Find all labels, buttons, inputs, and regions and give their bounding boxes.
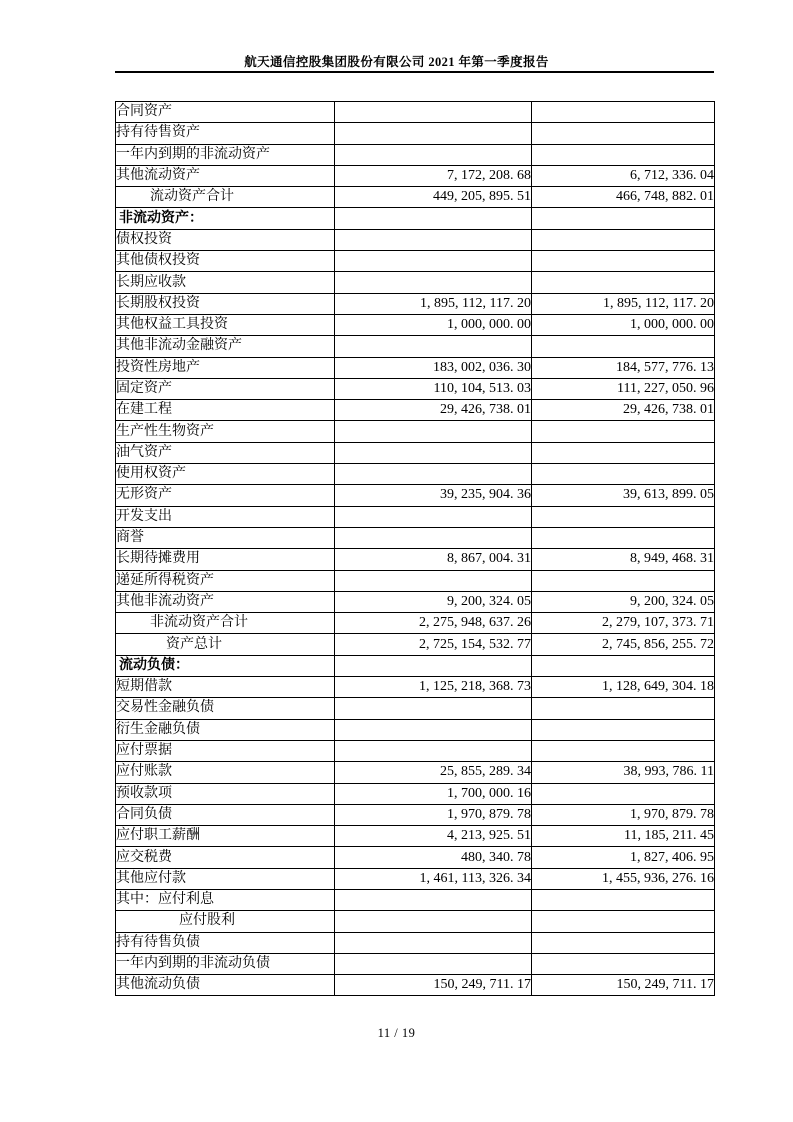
value-column-2: 1, 128, 649, 304. 18 [532, 677, 715, 698]
item-label: 持有待售资产 [116, 123, 335, 144]
value-column-2: 1, 970, 879. 78 [532, 804, 715, 825]
table-row [116, 549, 715, 570]
item-label: 递延所得税资产 [116, 570, 335, 591]
balance-sheet-body [116, 102, 715, 996]
value-column-1: 1, 970, 879. 78 [335, 804, 532, 825]
value-column-1 [335, 570, 532, 591]
table-row [116, 762, 715, 783]
table-row [116, 123, 715, 144]
item-label: 流动负债： [116, 655, 335, 676]
value-column-2 [532, 251, 715, 272]
table-row [116, 378, 715, 399]
value-column-1 [335, 229, 532, 250]
value-column-2: 1, 895, 112, 117. 20 [532, 293, 715, 314]
value-column-2: 38, 993, 786. 11 [532, 762, 715, 783]
item-label: 其他应付款 [116, 868, 335, 889]
value-column-1 [335, 527, 532, 548]
table-row [116, 421, 715, 442]
table-row [116, 187, 715, 208]
table-row [116, 591, 715, 612]
value-column-2 [532, 953, 715, 974]
value-column-2 [532, 506, 715, 527]
page-number: 11 / 19 [377, 1026, 416, 1040]
value-column-2: 2, 745, 856, 255. 72 [532, 634, 715, 655]
value-column-2: 9, 200, 324. 05 [532, 591, 715, 612]
value-column-1 [335, 911, 532, 932]
value-column-1: 183, 002, 036. 30 [335, 357, 532, 378]
value-column-1 [335, 464, 532, 485]
value-column-1: 39, 235, 904. 36 [335, 485, 532, 506]
item-label: 生产性生物资产 [116, 421, 335, 442]
item-label: 交易性金融负债 [116, 698, 335, 719]
table-row [116, 953, 715, 974]
value-column-2 [532, 464, 715, 485]
table-row [116, 293, 715, 314]
value-column-1: 1, 125, 218, 368. 73 [335, 677, 532, 698]
table-row [116, 613, 715, 634]
value-column-2 [532, 421, 715, 442]
page-title: 航天通信控股集团股份有限公司 2021 年第一季度报告 [244, 55, 549, 69]
value-column-1 [335, 442, 532, 463]
value-column-2: 466, 748, 882. 01 [532, 187, 715, 208]
value-column-1: 150, 249, 711. 17 [335, 975, 532, 996]
table-row [116, 889, 715, 910]
item-label: 持有待售负债 [116, 932, 335, 953]
value-column-2 [532, 911, 715, 932]
table-row [116, 251, 715, 272]
item-label: 非流动资产合计 [116, 613, 335, 634]
item-label: 非流动资产： [116, 208, 335, 229]
item-label: 其他非流动金融资产 [116, 336, 335, 357]
value-column-2: 150, 249, 711. 17 [532, 975, 715, 996]
value-column-1 [335, 144, 532, 165]
value-column-2 [532, 102, 715, 123]
value-column-2 [532, 783, 715, 804]
table-row [116, 911, 715, 932]
value-column-2: 29, 426, 738. 01 [532, 400, 715, 421]
value-column-1 [335, 102, 532, 123]
item-label: 固定资产 [116, 378, 335, 399]
table-row [116, 975, 715, 996]
item-label: 应付股利 [116, 911, 335, 932]
item-label: 一年内到期的非流动资产 [116, 144, 335, 165]
value-column-1 [335, 740, 532, 761]
value-column-1 [335, 336, 532, 357]
value-column-1: 1, 461, 113, 326. 34 [335, 868, 532, 889]
value-column-2 [532, 336, 715, 357]
item-label: 无形资产 [116, 485, 335, 506]
value-column-2 [532, 229, 715, 250]
table-row [116, 570, 715, 591]
table-row [116, 868, 715, 889]
item-label: 其他流动资产 [116, 165, 335, 186]
value-column-1: 1, 700, 000. 16 [335, 783, 532, 804]
value-column-2: 8, 949, 468. 31 [532, 549, 715, 570]
table-row [116, 847, 715, 868]
item-label: 油气资产 [116, 442, 335, 463]
balance-sheet-table [115, 101, 715, 996]
value-column-2: 1, 455, 936, 276. 16 [532, 868, 715, 889]
item-label: 衍生金融负债 [116, 719, 335, 740]
table-row [116, 719, 715, 740]
value-column-1 [335, 698, 532, 719]
value-column-2 [532, 932, 715, 953]
table-row [116, 208, 715, 229]
table-row [116, 698, 715, 719]
value-column-2: 111, 227, 050. 96 [532, 378, 715, 399]
item-label: 长期股权投资 [116, 293, 335, 314]
value-column-2 [532, 655, 715, 676]
value-column-1 [335, 251, 532, 272]
value-column-1: 110, 104, 513. 03 [335, 378, 532, 399]
item-label: 其中：应付利息 [116, 889, 335, 910]
value-column-1: 8, 867, 004. 31 [335, 549, 532, 570]
value-column-1 [335, 208, 532, 229]
item-label: 投资性房地产 [116, 357, 335, 378]
item-label: 其他权益工具投资 [116, 314, 335, 335]
item-label: 合同资产 [116, 102, 335, 123]
table-row [116, 102, 715, 123]
item-label: 使用权资产 [116, 464, 335, 485]
table-row [116, 932, 715, 953]
value-column-1 [335, 655, 532, 676]
value-column-2 [532, 442, 715, 463]
value-column-1 [335, 889, 532, 910]
table-row [116, 357, 715, 378]
value-column-1: 25, 855, 289. 34 [335, 762, 532, 783]
value-column-1: 7, 172, 208. 68 [335, 165, 532, 186]
value-column-2: 2, 279, 107, 373. 71 [532, 613, 715, 634]
value-column-1: 1, 895, 112, 117. 20 [335, 293, 532, 314]
table-row [116, 655, 715, 676]
value-column-2: 1, 827, 406. 95 [532, 847, 715, 868]
item-label: 应付账款 [116, 762, 335, 783]
value-column-2: 39, 613, 899. 05 [532, 485, 715, 506]
table-row [116, 634, 715, 655]
value-column-2 [532, 719, 715, 740]
value-column-1: 2, 725, 154, 532. 77 [335, 634, 532, 655]
item-label: 应交税费 [116, 847, 335, 868]
item-label: 预收款项 [116, 783, 335, 804]
item-label: 长期应收款 [116, 272, 335, 293]
item-label: 资产总计 [116, 634, 335, 655]
value-column-1 [335, 932, 532, 953]
table-row [116, 229, 715, 250]
table-row [116, 144, 715, 165]
value-column-1 [335, 421, 532, 442]
value-column-2 [532, 570, 715, 591]
value-column-2 [532, 272, 715, 293]
item-label: 其他债权投资 [116, 251, 335, 272]
item-label: 开发支出 [116, 506, 335, 527]
table-row [116, 804, 715, 825]
table-row [116, 506, 715, 527]
value-column-2 [532, 527, 715, 548]
value-column-2: 6, 712, 336. 04 [532, 165, 715, 186]
table-row [116, 165, 715, 186]
value-column-2: 1, 000, 000. 00 [532, 314, 715, 335]
value-column-2 [532, 144, 715, 165]
value-column-1: 4, 213, 925. 51 [335, 826, 532, 847]
page-footer [97, 1026, 696, 1041]
table-row [116, 464, 715, 485]
table-row [116, 740, 715, 761]
value-column-2 [532, 740, 715, 761]
value-column-2 [532, 698, 715, 719]
item-label: 在建工程 [116, 400, 335, 421]
table-row [116, 783, 715, 804]
item-label: 一年内到期的非流动负债 [116, 953, 335, 974]
value-column-2: 184, 577, 776. 13 [532, 357, 715, 378]
item-label: 应付票据 [116, 740, 335, 761]
item-label: 其他流动负债 [116, 975, 335, 996]
table-row [116, 314, 715, 335]
value-column-1 [335, 272, 532, 293]
item-label: 其他非流动资产 [116, 591, 335, 612]
value-column-1 [335, 123, 532, 144]
item-label: 长期待摊费用 [116, 549, 335, 570]
value-column-2 [532, 123, 715, 144]
value-column-2: 11, 185, 211. 45 [532, 826, 715, 847]
header-divider-line [115, 71, 714, 73]
table-row [116, 400, 715, 421]
table-row [116, 442, 715, 463]
item-label: 债权投资 [116, 229, 335, 250]
table-row [116, 527, 715, 548]
value-column-1: 9, 200, 324. 05 [335, 591, 532, 612]
value-column-2 [532, 889, 715, 910]
value-column-2 [532, 208, 715, 229]
item-label: 合同负债 [116, 804, 335, 825]
item-label: 短期借款 [116, 677, 335, 698]
value-column-1: 480, 340. 78 [335, 847, 532, 868]
value-column-1: 2, 275, 948, 637. 26 [335, 613, 532, 634]
item-label: 流动资产合计 [116, 187, 335, 208]
value-column-1 [335, 506, 532, 527]
value-column-1: 29, 426, 738. 01 [335, 400, 532, 421]
item-label: 商誉 [116, 527, 335, 548]
value-column-1: 449, 205, 895. 51 [335, 187, 532, 208]
table-row [116, 336, 715, 357]
table-row [116, 272, 715, 293]
value-column-1: 1, 000, 000. 00 [335, 314, 532, 335]
table-row [116, 485, 715, 506]
value-column-1 [335, 953, 532, 974]
table-row [116, 826, 715, 847]
item-label: 应付职工薪酬 [116, 826, 335, 847]
table-row [116, 677, 715, 698]
value-column-1 [335, 719, 532, 740]
